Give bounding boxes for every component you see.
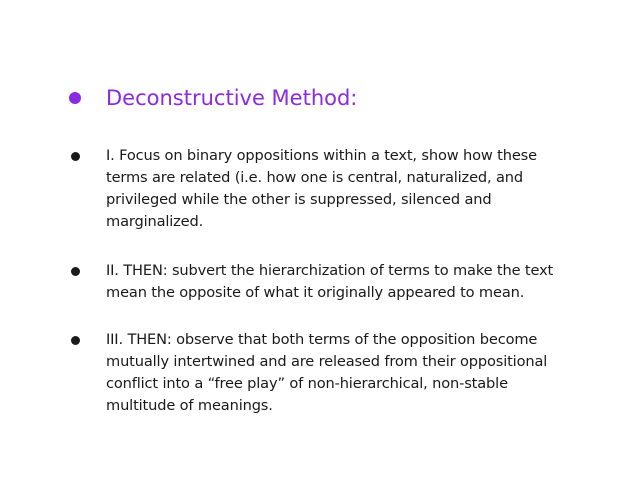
bullet-item-3: III. THEN: observe that both terms of the opposition become mutually intertwined and are released from their oppositional conflict into a “free play” of non-hierarchical, non-stable multitude of meanings.	[106, 331, 548, 414]
bullet-icon	[71, 152, 80, 161]
bullet-icon	[71, 336, 80, 345]
heading-bullet-icon	[69, 92, 81, 104]
bullet-item-2: II. THEN: subvert the hierarchization of terms to make the text mean the opposite of what it originally appeared to mean.	[106, 262, 554, 301]
bullet-icon	[71, 267, 80, 276]
bullet-item-1: I. Focus on binary oppositions within a text, show how these terms are related (i.e. how one is central, naturalized, and privileged while the other is suppressed, silenced and marginalized.	[106, 147, 537, 230]
slide-heading: Deconstructive Method:	[106, 86, 358, 110]
